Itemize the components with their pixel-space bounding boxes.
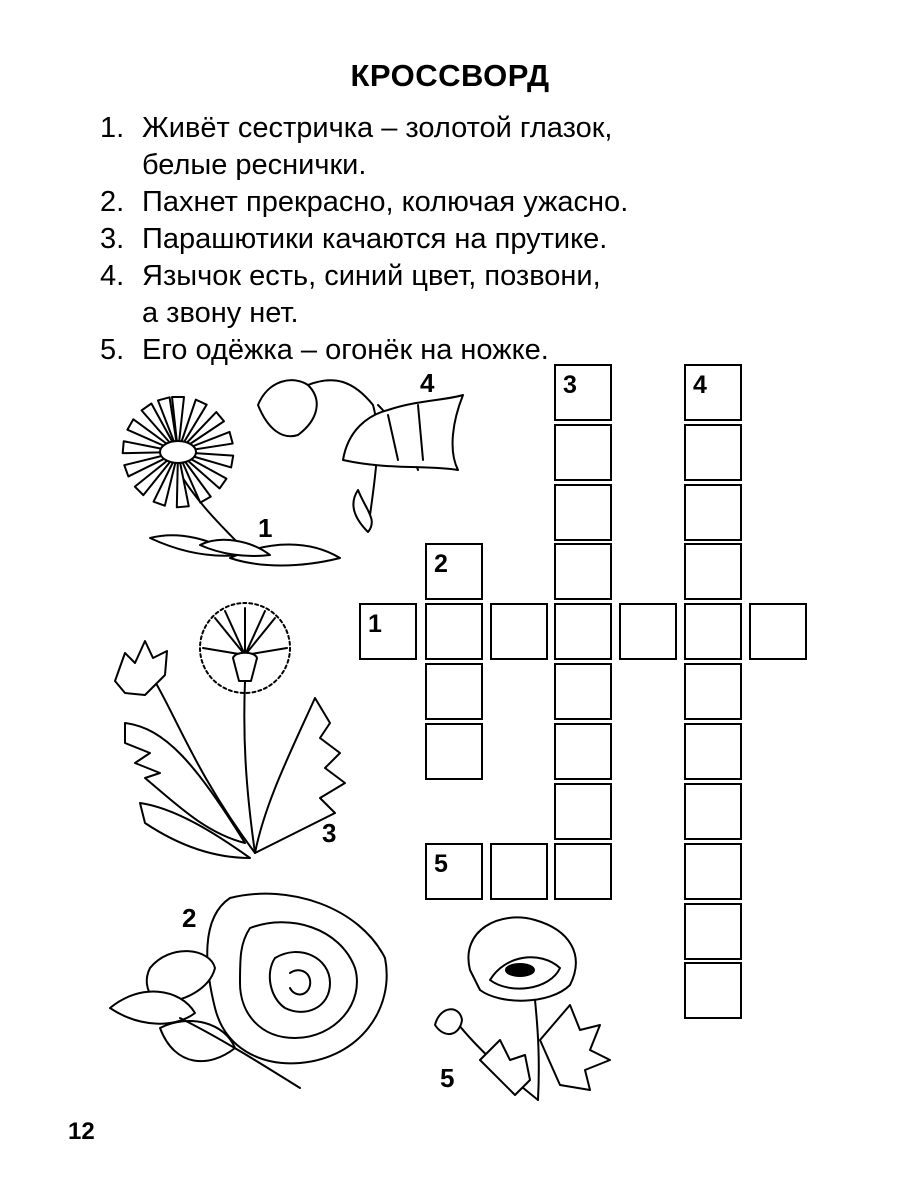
flower-label-poppy: 5 — [440, 1063, 455, 1093]
crossword-cell[interactable] — [684, 903, 742, 960]
crossword-cell[interactable] — [684, 364, 742, 421]
crossword-cell[interactable] — [554, 603, 612, 660]
crossword-cell[interactable] — [684, 723, 742, 780]
clue-number: 5. — [100, 334, 125, 366]
cell-number: 2 — [434, 550, 448, 578]
clue-4 — [100, 258, 628, 332]
flower-label-dandelion: 3 — [322, 818, 337, 848]
clue-text: Парашютики качаются на прутике. — [142, 223, 608, 255]
crossword-cell[interactable] — [684, 843, 742, 900]
clue-number: 2. — [100, 186, 125, 218]
clue-text: Его одёжка – огонёк на ножке. — [142, 334, 549, 366]
crossword-cell[interactable] — [490, 843, 548, 900]
crossword-cell[interactable] — [684, 663, 742, 720]
crossword-cell[interactable] — [554, 543, 612, 600]
crossword-cell[interactable] — [684, 962, 742, 1019]
clue-text: а звону нет. — [142, 297, 299, 329]
clue-text: Пахнет прекрасно, колючая ужасно. — [142, 186, 629, 218]
crossword-cell[interactable] — [554, 843, 612, 900]
clue-1 — [100, 110, 628, 184]
crossword-cell[interactable] — [684, 484, 742, 541]
crossword-cell[interactable] — [425, 843, 483, 900]
page-title: КРОССВОРД — [350, 58, 550, 93]
clue-3 — [100, 221, 628, 258]
clue-number: 1. — [100, 112, 125, 144]
crossword-cell[interactable] — [684, 424, 742, 481]
crossword-cell[interactable] — [554, 364, 612, 421]
crossword-cell[interactable] — [425, 603, 483, 660]
crossword-cell[interactable] — [425, 543, 483, 600]
crossword-cell[interactable] — [684, 603, 742, 660]
crossword-cell[interactable] — [749, 603, 807, 660]
flower-label-rose: 2 — [182, 903, 197, 933]
page-number: 12 — [68, 1118, 95, 1145]
crossword-cell[interactable] — [554, 663, 612, 720]
clue-list — [100, 110, 628, 369]
crossword-cell[interactable] — [359, 603, 417, 660]
crossword-cell[interactable] — [684, 783, 742, 840]
clue-text: Язычок есть, синий цвет, позвони, — [142, 260, 601, 292]
bellflower-icon — [248, 360, 478, 535]
crossword-cell[interactable] — [684, 543, 742, 600]
flower-label-bellflower: 4 — [420, 368, 435, 398]
crossword-cell[interactable] — [425, 663, 483, 720]
crossword-cell[interactable] — [554, 484, 612, 541]
crossword-cell[interactable] — [619, 603, 677, 660]
flower-label-daisy: 1 — [258, 513, 273, 543]
dandelion-icon — [105, 603, 355, 873]
clue-number: 3. — [100, 223, 125, 255]
cell-number: 5 — [434, 850, 448, 878]
crossword-cell[interactable] — [554, 783, 612, 840]
clue-text: белые реснички. — [142, 149, 367, 181]
rose-icon — [100, 888, 400, 1098]
clue-2 — [100, 184, 628, 221]
crossword-cell[interactable] — [425, 723, 483, 780]
clue-text: Живёт сестричка – золотой глазок, — [142, 112, 613, 144]
crossword-cell[interactable] — [490, 603, 548, 660]
cell-number: 3 — [563, 371, 577, 399]
cell-number: 1 — [368, 610, 382, 638]
crossword-cell[interactable] — [554, 723, 612, 780]
cell-number: 4 — [693, 371, 707, 399]
clue-number: 4. — [100, 260, 125, 292]
crossword-cell[interactable] — [554, 424, 612, 481]
